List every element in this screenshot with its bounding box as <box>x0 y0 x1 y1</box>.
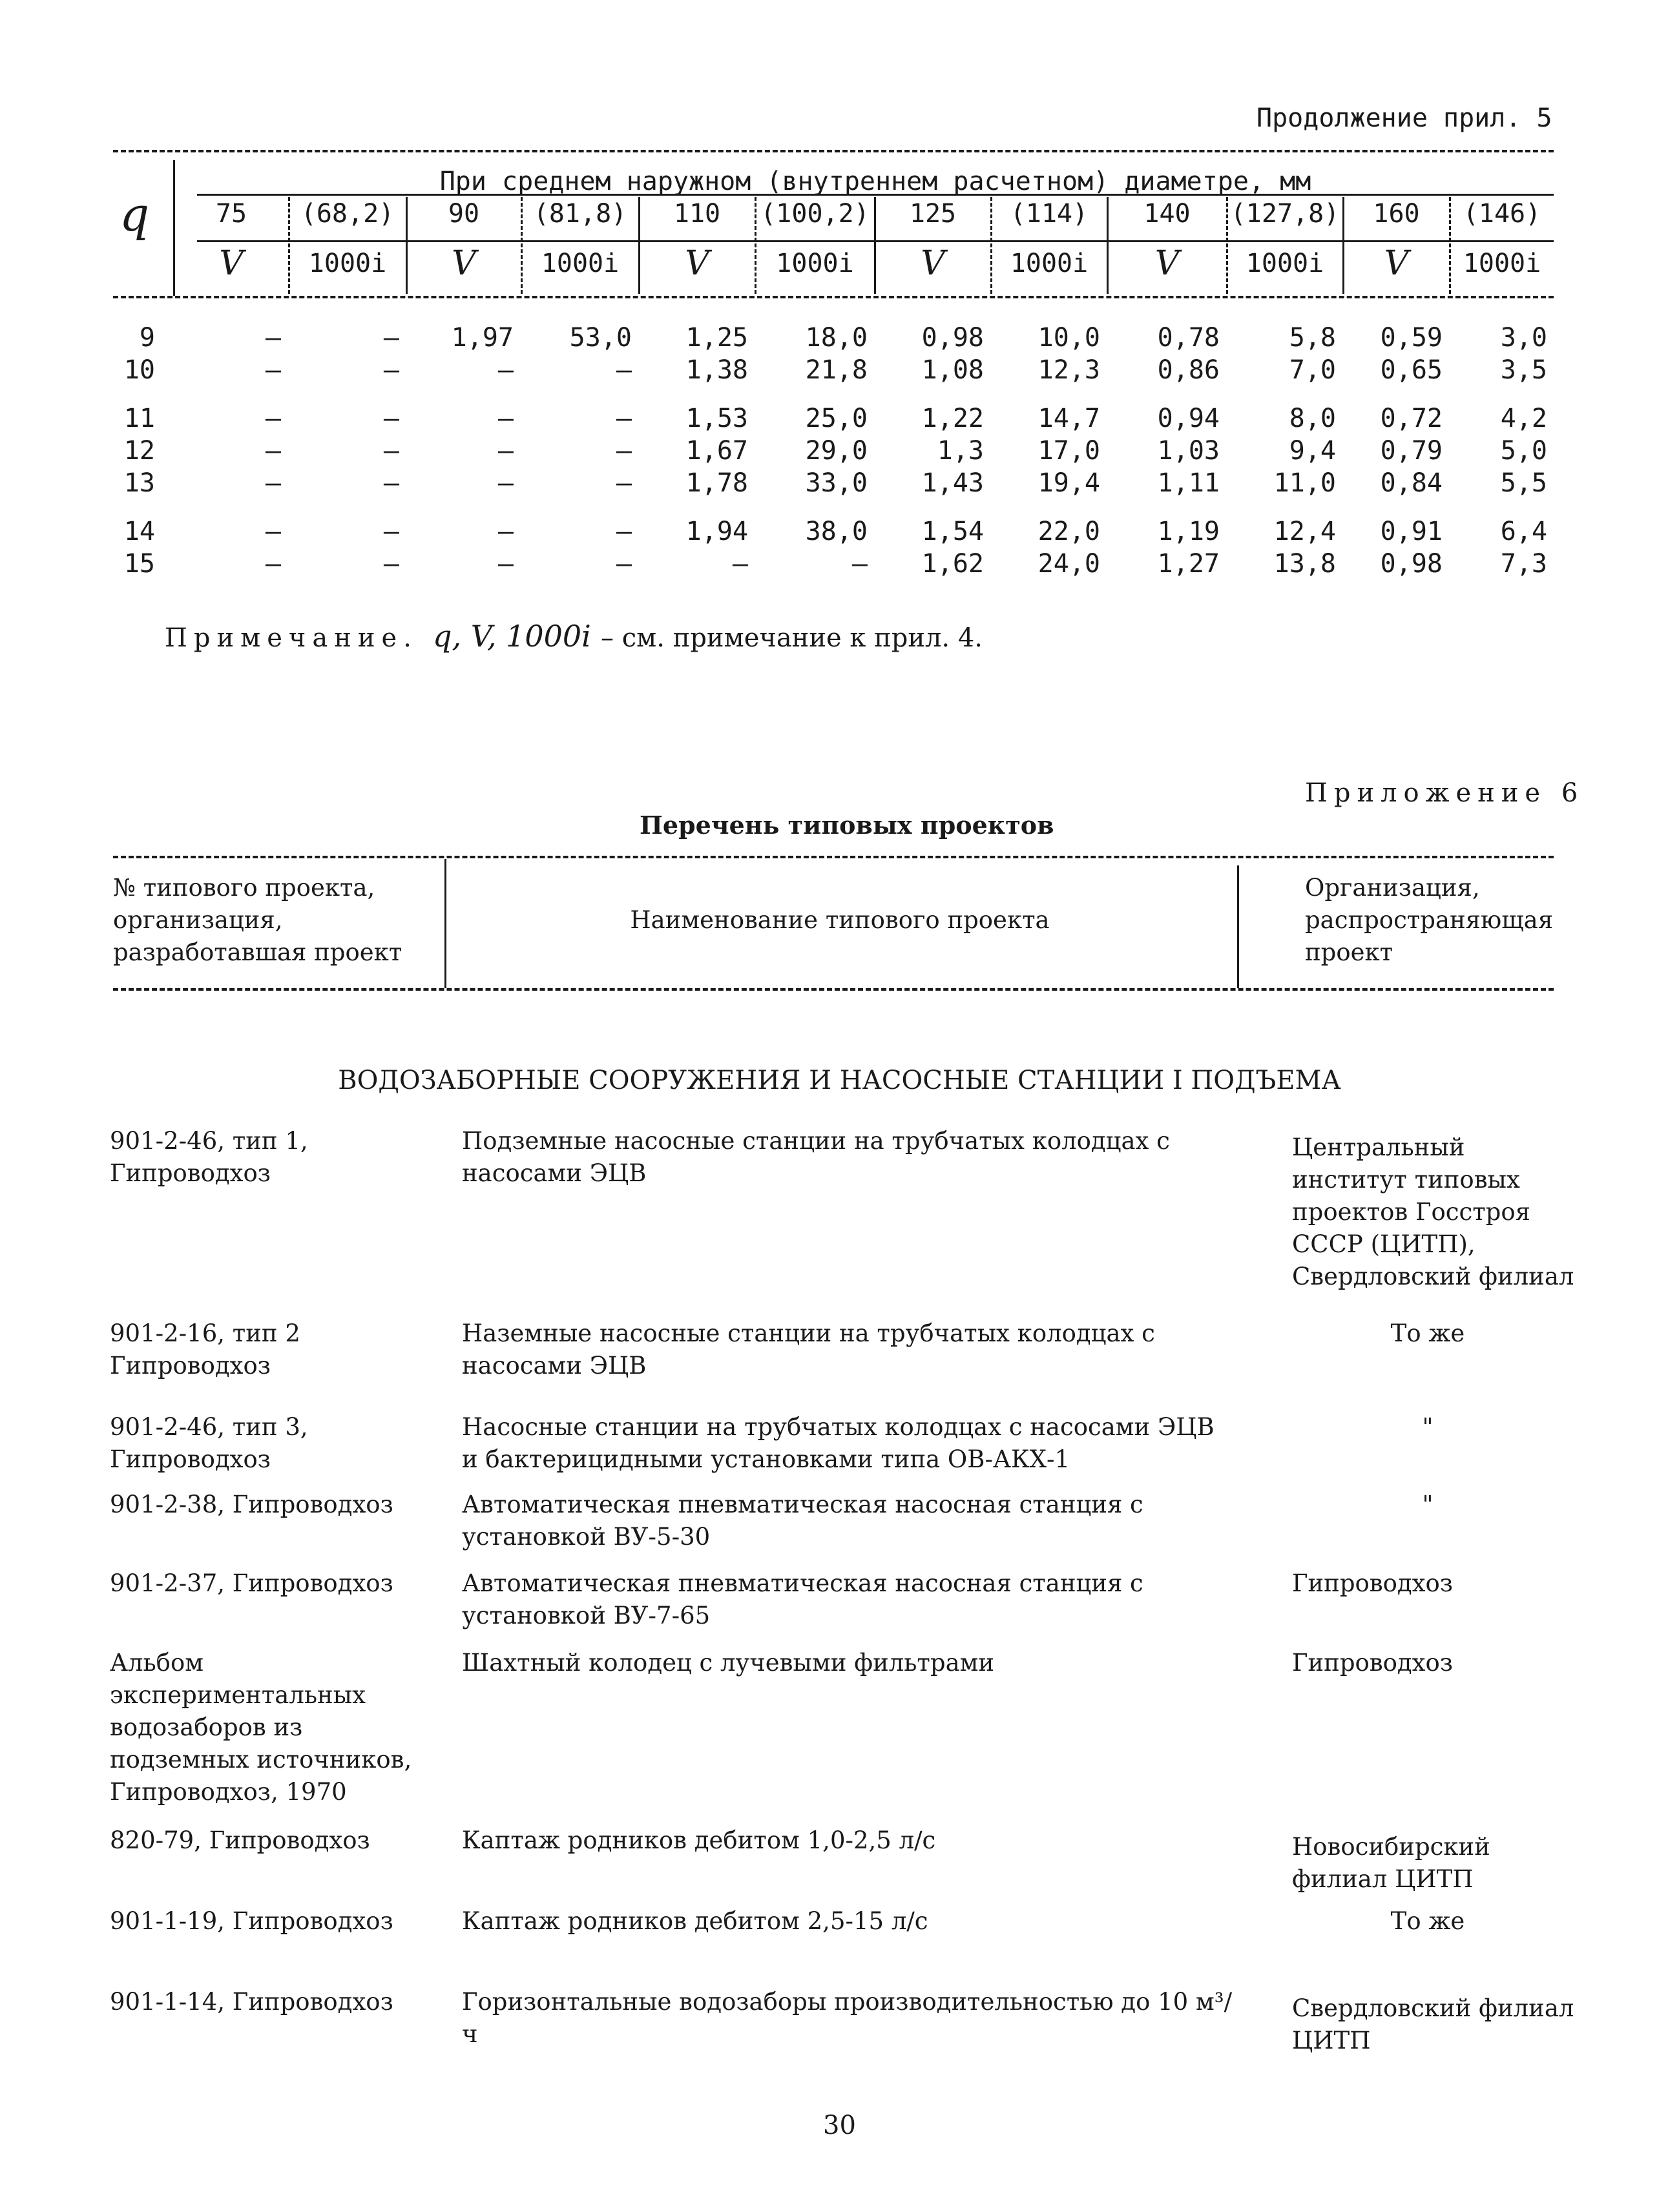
distributing-organization: Свердловский филиал ЦИТП <box>1292 1994 1574 2054</box>
cell-1000i: 18,0 <box>805 323 868 353</box>
cell-1000i: 5,5 <box>1500 468 1547 498</box>
cell-1000i: 13,8 <box>1273 549 1336 579</box>
cell-velocity: 1,03 <box>1157 436 1220 466</box>
cell-1000i: 7,0 <box>1289 355 1336 385</box>
project-name: Каптаж родников дебитом 2,5-15 л/с <box>462 1907 928 1935</box>
subheader-v: V <box>219 244 244 283</box>
project-name: Наземные насосные станции на трубчатых колодцах с насосами ЭЦВ <box>462 1319 1155 1380</box>
project-number: 901-2-46, тип 1, Гипроводхоз <box>110 1127 308 1187</box>
subheader-1000i: 1000i <box>308 249 387 278</box>
cell-1000i: – <box>383 468 399 498</box>
project-number: 901-2-46, тип 3, Гипроводхоз <box>110 1413 308 1473</box>
cell-1000i: 21,8 <box>805 355 868 385</box>
page-number: 30 <box>823 2111 856 2140</box>
cell-1000i: 29,0 <box>805 436 868 466</box>
cell-velocity: 0,91 <box>1380 517 1443 546</box>
diameter-140: 140 <box>1143 199 1191 229</box>
distributing-organization: " <box>1422 1413 1434 1441</box>
note-label: Примечание. <box>165 623 418 653</box>
project-number: 820-79, Гипроводхоз <box>110 1826 370 1854</box>
appendix6-label: Приложение 6 <box>1305 778 1585 808</box>
cell-velocity: – <box>265 355 281 385</box>
project-name: Каптаж родников дебитом 1,0-2,5 л/с <box>462 1826 936 1854</box>
cell-velocity: 1,78 <box>685 468 748 498</box>
subheader-v: V <box>1384 244 1409 283</box>
distributing-organization: " <box>1422 1491 1434 1518</box>
row-q-value: 14 <box>123 517 155 546</box>
cell-1000i: – <box>616 436 632 466</box>
row-q-value: 11 <box>123 404 155 433</box>
cell-velocity: – <box>265 404 281 433</box>
cell-1000i: – <box>616 549 632 579</box>
diameter-68-2: (68,2) <box>300 199 395 229</box>
diameter-114: (114) <box>1010 199 1089 229</box>
distributing-organization: Новосибирский филиал ЦИТП <box>1292 1833 1490 1893</box>
cell-velocity: 0,94 <box>1157 404 1220 433</box>
row-q-value: 9 <box>139 323 155 353</box>
cell-1000i: 53,0 <box>569 323 632 353</box>
project-name: Насосные станции на трубчатых колодцах с насосами ЭЦВ и бактерицидными установками типа ОВ-АКХ-1 <box>462 1413 1215 1473</box>
cell-1000i: – <box>616 468 632 498</box>
cell-velocity: 1,94 <box>685 517 748 546</box>
cell-1000i: 4,2 <box>1500 404 1547 433</box>
cell-1000i: – <box>851 549 868 579</box>
section-title: ВОДОЗАБОРНЫЕ СООРУЖЕНИЯ И НАСОСНЫЕ СТАНЦИИ I ПОДЪЕМА <box>338 1066 1341 1095</box>
diameter-81-8: (81,8) <box>533 199 627 229</box>
cell-1000i: – <box>616 404 632 433</box>
cell-velocity: 1,54 <box>921 517 984 546</box>
project-number: 901-1-14, Гипроводхоз <box>110 1988 393 2016</box>
cell-1000i: 10,0 <box>1038 323 1100 353</box>
cell-1000i: – <box>383 436 399 466</box>
cell-1000i: – <box>383 517 399 546</box>
cell-velocity: – <box>497 517 514 546</box>
cell-velocity: 0,78 <box>1157 323 1220 353</box>
project-name: Автоматическая пневматическая насосная станция с установкой ВУ-5-30 <box>462 1491 1143 1551</box>
cell-velocity: – <box>265 436 281 466</box>
project-name: Шахтный колодец с лучевыми фильтрами <box>462 1649 995 1677</box>
cell-velocity: 0,98 <box>921 323 984 353</box>
cell-1000i: 5,8 <box>1289 323 1336 353</box>
cell-velocity: – <box>497 549 514 579</box>
header-top-rule <box>113 856 1554 858</box>
distributing-organization: Центральный институт типовых проектов Госстроя СССР (ЦИТП), Свердловский филиал <box>1292 1133 1574 1290</box>
cell-1000i: 25,0 <box>805 404 868 433</box>
subheader-1000i: 1000i <box>776 249 854 278</box>
appendix6-title: Перечень типовых проектов <box>640 811 1054 840</box>
cell-velocity: 0,65 <box>1380 355 1443 385</box>
cell-1000i: – <box>616 517 632 546</box>
subheader-1000i: 1000i <box>1463 249 1541 278</box>
cell-velocity: – <box>265 517 281 546</box>
project-number: 901-2-37, Гипроводхоз <box>110 1569 393 1597</box>
subheader-v: V <box>685 244 709 283</box>
cell-velocity: – <box>497 404 514 433</box>
cell-velocity: 0,72 <box>1380 404 1443 433</box>
subheader-v: V <box>921 244 945 283</box>
cell-1000i: 14,7 <box>1038 404 1100 433</box>
distributing-organization: То же <box>1390 1319 1465 1347</box>
cell-1000i: 12,3 <box>1038 355 1100 385</box>
cell-velocity: 1,38 <box>685 355 748 385</box>
cell-1000i: 5,0 <box>1500 436 1547 466</box>
note-text: – см. примечание к прил. 4. <box>601 623 983 653</box>
cell-velocity: 1,19 <box>1157 517 1220 546</box>
row-q-value: 13 <box>123 468 155 498</box>
cell-velocity: – <box>265 549 281 579</box>
cell-velocity: – <box>497 355 514 385</box>
table5-header-caption: При среднем наружном (внутреннем расчетном) диаметре, мм <box>439 167 1311 196</box>
distributing-organization: Гипроводхоз <box>1292 1649 1453 1677</box>
cell-1000i: 12,4 <box>1273 517 1336 546</box>
diameter-75: 75 <box>215 199 247 229</box>
cell-velocity: 1,22 <box>921 404 984 433</box>
cell-velocity: – <box>497 436 514 466</box>
distributing-organization: То же <box>1390 1907 1465 1935</box>
project-number: 901-2-16, тип 2 Гипроводхоз <box>110 1319 300 1380</box>
header-separator <box>444 859 446 988</box>
cell-1000i: 3,0 <box>1500 323 1547 353</box>
q-symbol: q <box>120 187 150 242</box>
cell-velocity: 0,79 <box>1380 436 1443 466</box>
diameter-100-2: (100,2) <box>760 199 870 229</box>
cell-1000i: 8,0 <box>1289 404 1336 433</box>
project-name: Автоматическая пневматическая насосная станция с установкой ВУ-7-65 <box>462 1569 1143 1629</box>
cell-velocity: 0,86 <box>1157 355 1220 385</box>
distributing-organization: Гипроводхоз <box>1292 1569 1453 1597</box>
continuation-title: Продолжение прил. 5 <box>1257 103 1552 133</box>
cell-velocity: 1,62 <box>921 549 984 579</box>
cell-1000i: 24,0 <box>1038 549 1100 579</box>
diameter-146: (146) <box>1463 199 1541 229</box>
subheader-1000i: 1000i <box>1010 249 1089 278</box>
project-name: Горизонтальные водозаборы производительностью до 10 м³/ч <box>462 1988 1233 2048</box>
cell-velocity: 1,25 <box>685 323 748 353</box>
cell-1000i: – <box>383 549 399 579</box>
row-q-value: 10 <box>123 355 155 385</box>
cell-velocity: 1,27 <box>1157 549 1220 579</box>
note-symbols: q, V, 1000i <box>433 619 591 654</box>
cell-1000i: – <box>383 323 399 353</box>
cell-1000i: – <box>383 404 399 433</box>
subheader-v: V <box>452 244 476 283</box>
cell-1000i: 6,4 <box>1500 517 1547 546</box>
cell-velocity: 1,67 <box>685 436 748 466</box>
cell-1000i: 22,0 <box>1038 517 1100 546</box>
header-separator <box>1237 865 1239 988</box>
header-col-number: № типового проекта, организация, разработавшая проект <box>113 874 402 966</box>
cell-1000i: 3,5 <box>1500 355 1547 385</box>
subheader-v: V <box>1154 244 1180 283</box>
cell-velocity: 1,3 <box>937 436 984 466</box>
cell-1000i: – <box>616 355 632 385</box>
cell-velocity: – <box>497 468 514 498</box>
cell-velocity: 1,11 <box>1157 468 1220 498</box>
subheader-1000i: 1000i <box>541 249 620 278</box>
cell-velocity: 0,84 <box>1380 468 1443 498</box>
cell-velocity: 1,08 <box>921 355 984 385</box>
cell-velocity: 1,97 <box>451 323 514 353</box>
diameter-127-8: (127,8) <box>1230 199 1340 229</box>
project-number: 901-2-38, Гипроводхоз <box>110 1491 393 1518</box>
project-number: Альбом экспериментальных водозаборов из подземных источников, Гипроводхоз, 1970 <box>110 1649 412 1806</box>
header-col-name: Наименование типового проекта <box>630 906 1050 934</box>
subheader-1000i: 1000i <box>1246 249 1324 278</box>
cell-1000i: 17,0 <box>1038 436 1100 466</box>
cell-1000i: – <box>383 355 399 385</box>
cell-velocity: – <box>265 323 281 353</box>
cell-1000i: 38,0 <box>805 517 868 546</box>
diameter-160: 160 <box>1373 199 1420 229</box>
project-number: 901-1-19, Гипроводхоз <box>110 1907 393 1935</box>
cell-velocity: 0,59 <box>1380 323 1443 353</box>
row-q-value: 12 <box>123 436 155 466</box>
cell-1000i: 19,4 <box>1038 468 1100 498</box>
diameter-90: 90 <box>448 199 480 229</box>
header-col-org: Организация, распространяющая проект <box>1305 874 1554 966</box>
cell-1000i: 9,4 <box>1289 436 1336 466</box>
row-q-value: 15 <box>123 549 155 579</box>
project-name: Подземные насосные станции на трубчатых колодцах с насосами ЭЦВ <box>462 1127 1170 1187</box>
table5-top-rule <box>113 150 1554 152</box>
cell-1000i: 7,3 <box>1500 549 1547 579</box>
cell-1000i: 11,0 <box>1273 468 1336 498</box>
diameter-125: 125 <box>909 199 957 229</box>
table5-header-rule <box>113 296 1554 298</box>
cell-velocity: – <box>265 468 281 498</box>
cell-velocity: 0,98 <box>1380 549 1443 579</box>
header-bottom-rule <box>113 988 1554 991</box>
cell-velocity: 1,43 <box>921 468 984 498</box>
cell-velocity: 1,53 <box>685 404 748 433</box>
cell-1000i: 33,0 <box>805 468 868 498</box>
diameter-110: 110 <box>673 199 721 229</box>
cell-velocity: – <box>732 549 748 579</box>
